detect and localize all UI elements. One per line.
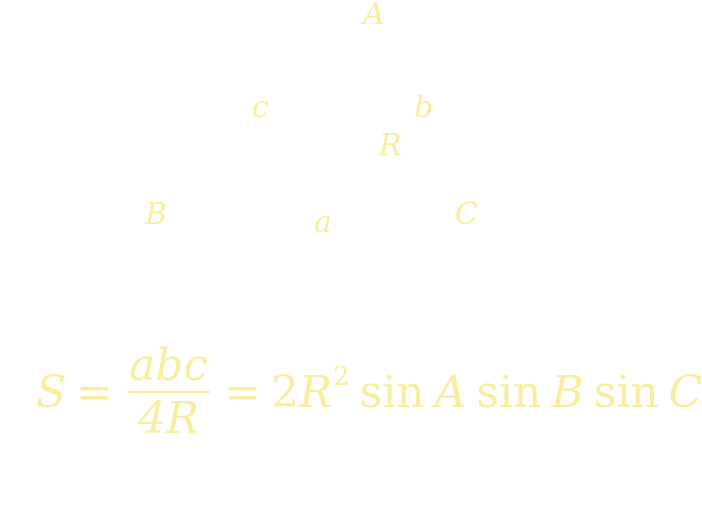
side-label-a: a [314, 205, 332, 240]
formula-exponent: 2 [333, 361, 350, 392]
side-label-c: c [252, 90, 269, 125]
area-formula [36, 339, 702, 444]
vertex-label-b: B [145, 197, 168, 232]
formula-radius: R [298, 366, 333, 418]
fraction-numerator: abc [129, 339, 209, 391]
formula-sin-3: sin [593, 366, 659, 418]
formula-angle-c: C [668, 366, 702, 418]
fraction-denominator: 4R [137, 393, 200, 444]
vertex-label-c: C [455, 197, 478, 232]
formula-fraction [127, 339, 210, 444]
side-label-b: b [414, 90, 434, 125]
formula-sin-2: sin [476, 366, 542, 418]
formula-coefficient: 2 [270, 366, 299, 418]
formula-sin-1: sin [359, 366, 425, 418]
vertex-label-a: A [363, 0, 385, 32]
formula-equals-1: = [76, 366, 114, 418]
formula-angle-a: A [434, 366, 467, 418]
formula-angle-b: B [551, 366, 584, 418]
formula-lhs: S [36, 366, 67, 418]
radius-label: R [379, 128, 402, 163]
formula-equals-2: = [224, 366, 261, 418]
